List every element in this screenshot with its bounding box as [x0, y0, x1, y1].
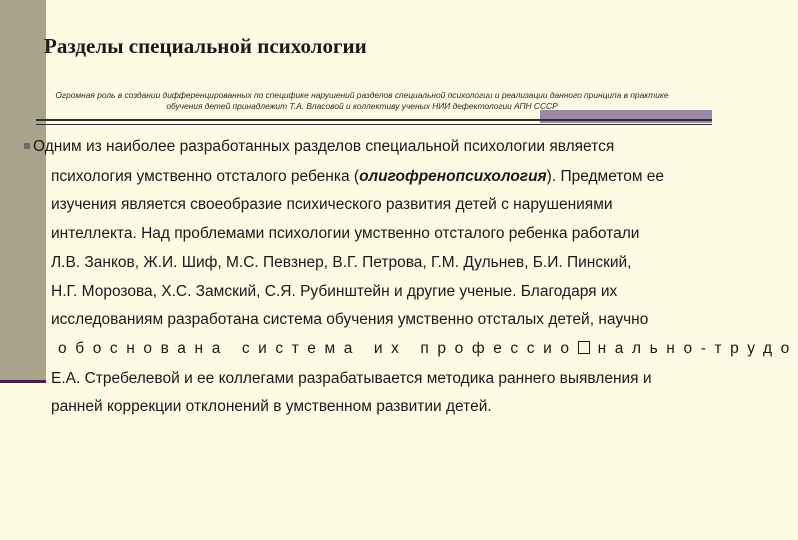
body-line-9: Е.А. Стребелевой и ее коллегами разрабатывается методика раннего выявления и — [51, 370, 652, 387]
bullet-marker — [24, 143, 30, 149]
body-line-3: изучения является своеобразие психического развития детей с нарушениями — [51, 196, 613, 213]
divider-rule-bottom — [36, 124, 712, 125]
body-line-2 — [51, 168, 664, 186]
missing-glyph-box — [578, 341, 590, 354]
slide-subtitle: Огромная роль в создании дифференцированных по специфике нарушений разделов специальной психологии и реализации данного принципа в практике обучения детей принадлежит Т.А. Власовой и коллективу ученых НИИ дефектологии АПН СССР — [55, 90, 669, 111]
term-oligophrenopsychology: олигофренопсихология — [359, 168, 547, 185]
left-bar-bottom-rule — [0, 380, 46, 383]
body-line-5: Л.В. Занков, Ж.И. Шиф, М.С. Певзнер, В.Г. Петрова, Г.М. Дульнев, Б.И. Пинский, — [51, 254, 632, 271]
divider-rule-top — [36, 119, 712, 121]
body-line-4: интеллекта. Над проблемами психологии умственно отсталого ребенка работали — [51, 225, 640, 242]
body-line-8-end: нально-трудо — [597, 340, 798, 357]
accent-block — [540, 110, 712, 123]
body-line-2-start: психология умственно отсталого ребенка ( — [51, 168, 360, 185]
body-line-10: ранней коррекции отклонений в умственном развитии детей. — [51, 398, 492, 415]
body-line-6: Н.Г. Морозова, Х.С. Замский, С.Я. Рубинштейн и другие ученые. Благодаря их — [51, 283, 618, 300]
left-accent-bar — [0, 0, 46, 383]
body-line-1: Одним из наиболее разработанных разделов специальной психологии является — [33, 138, 615, 155]
body-line-8 — [58, 340, 798, 358]
body-line-2-end: ). Предметом ее — [546, 168, 665, 185]
body-line-8-start: обоснована система их профессио — [58, 340, 578, 357]
body-line-7: исследованиям разработана система обучения умственно отсталых детей, научно — [51, 311, 649, 328]
slide-title: Разделы специальной психологии — [44, 34, 367, 58]
